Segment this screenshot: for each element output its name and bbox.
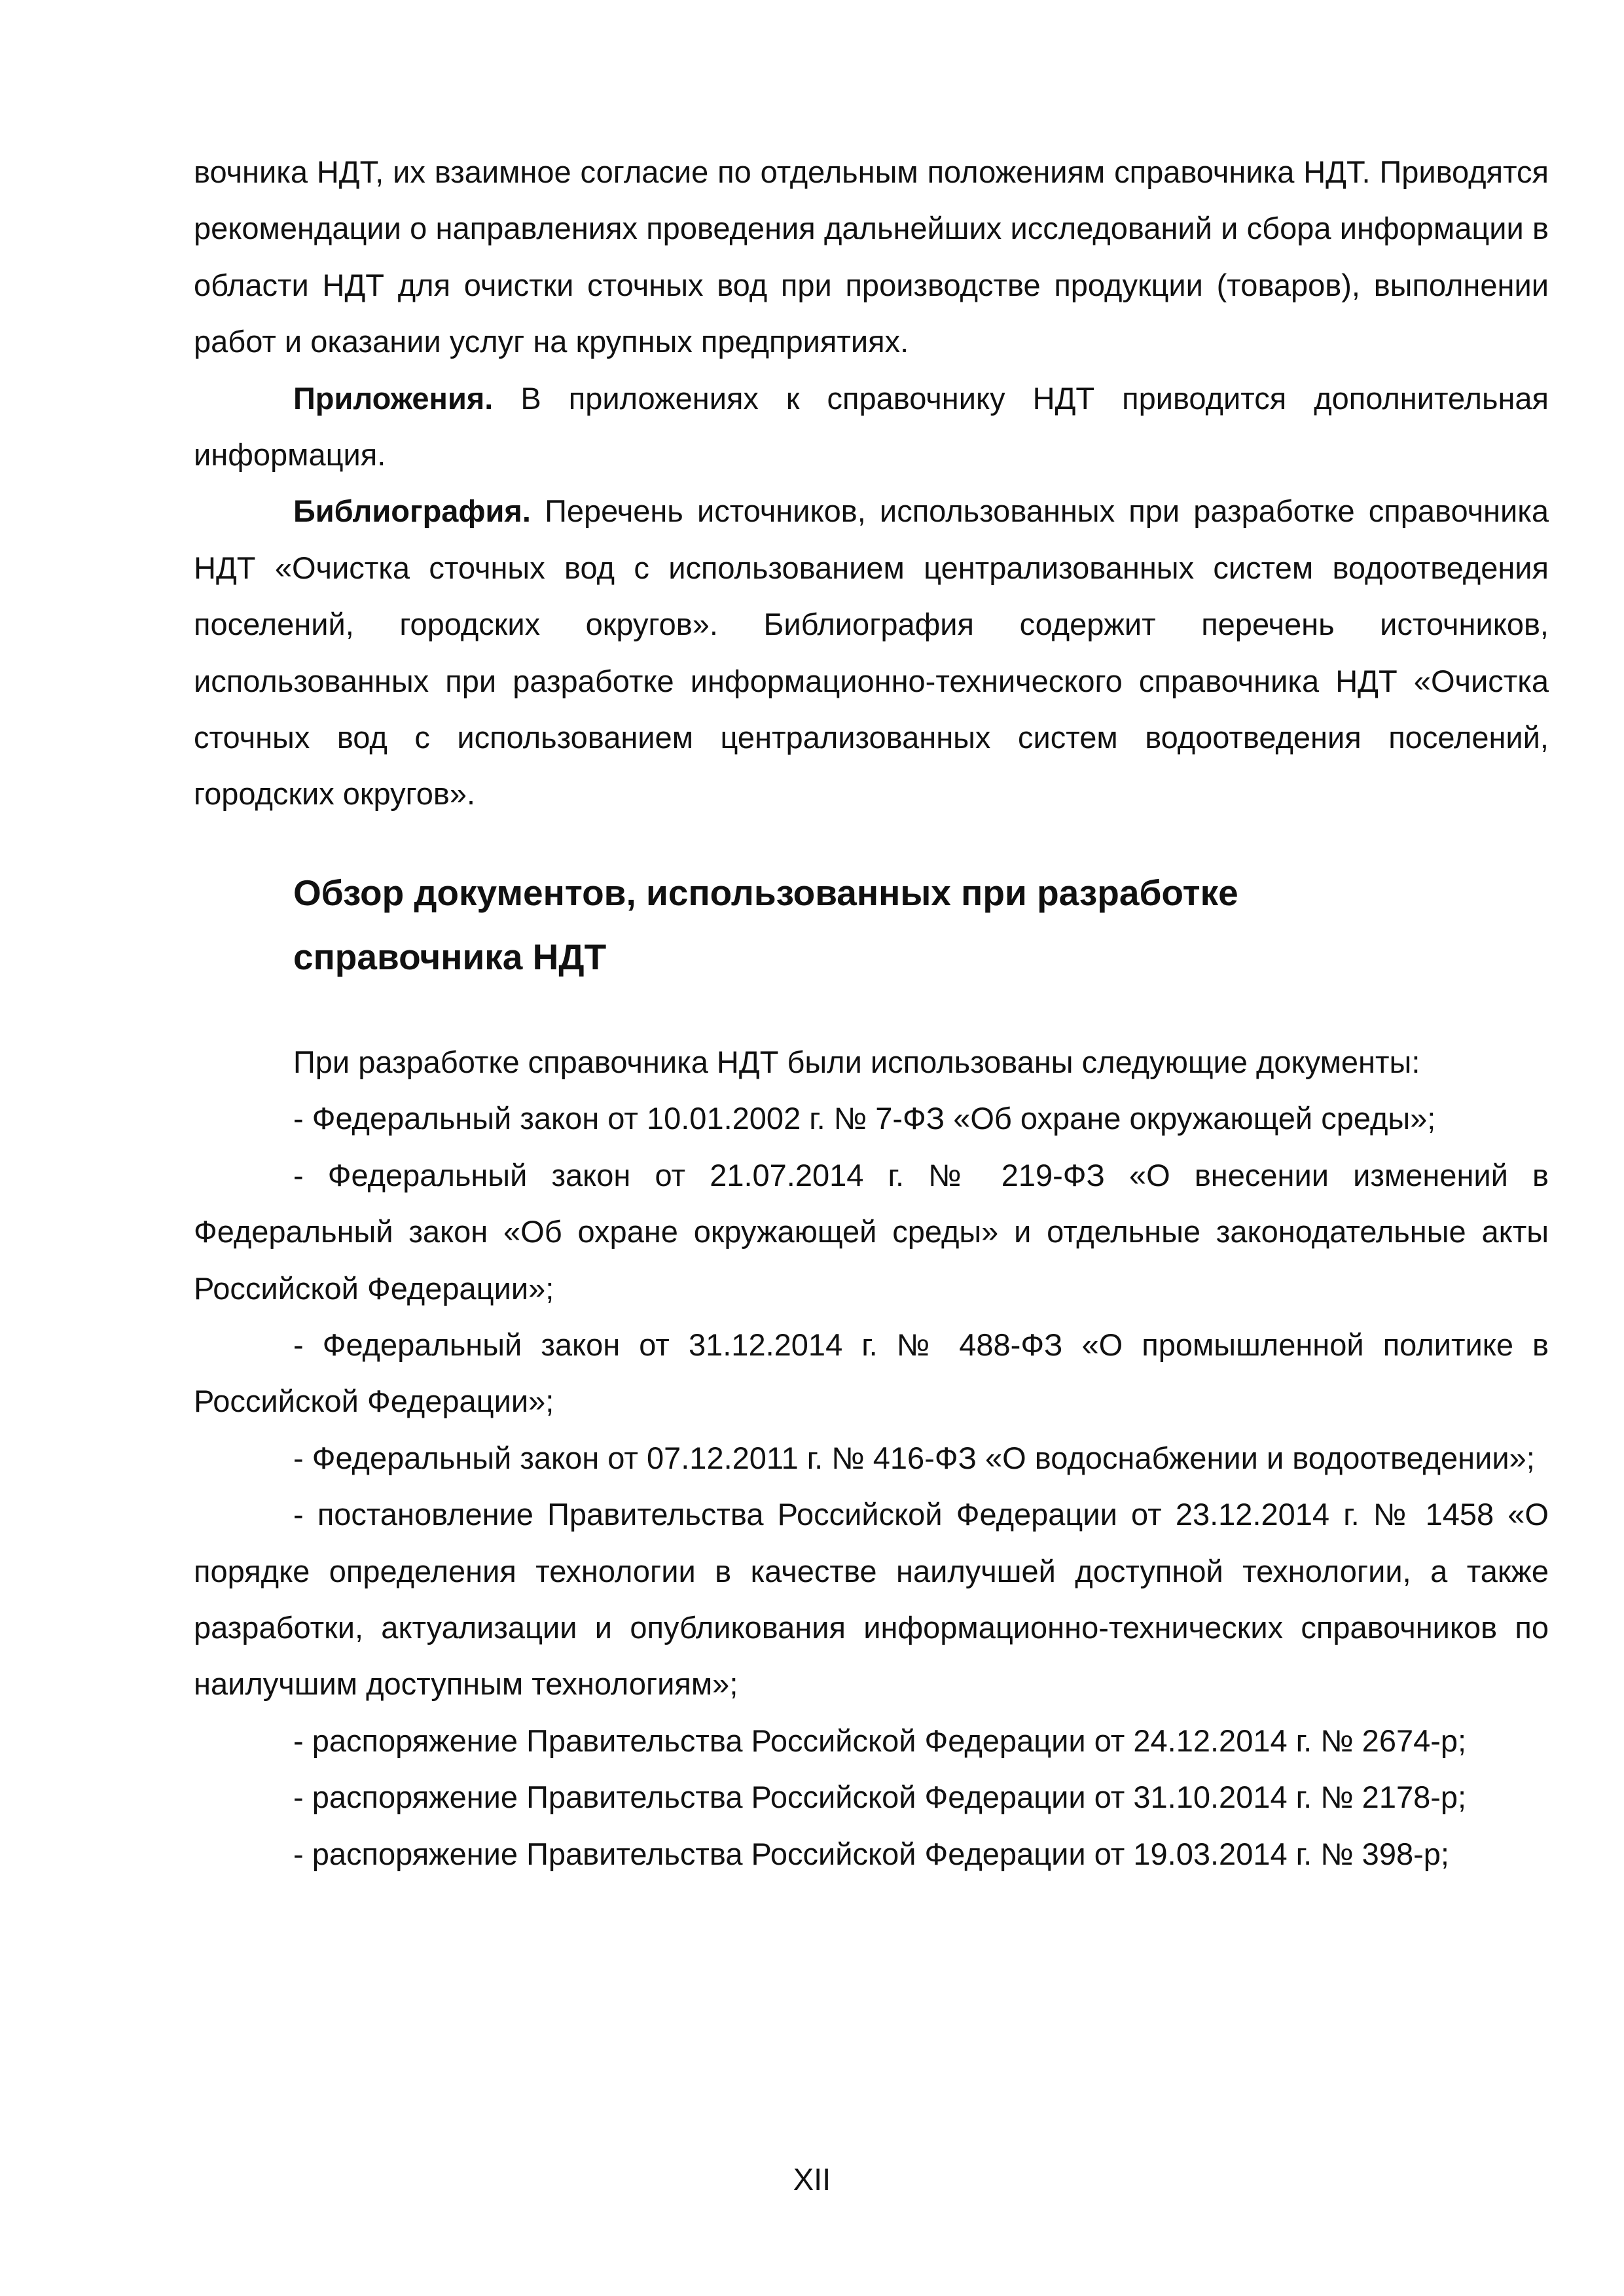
section-heading — [293, 861, 1537, 989]
section-heading-line: Обзор документов, использованных при разработке — [293, 872, 1238, 913]
list-item: - постановление Правительства Российской Федерации от 23.12.2014 г. № 1458 «О порядке определения технологии в качестве наилучшей доступной технологии, а также разработки, актуализации и опубликования информационно-технических справочников по наилучшим доступным технологиям»; — [194, 1497, 1549, 1702]
paragraph-lead: Библиография. — [293, 493, 531, 529]
page-number: XII — [793, 2162, 831, 2197]
list-item: - Федеральный закон от 21.07.2014 г. № 219-ФЗ «О внесении изменений в Федеральный закон «Об охране окружающей среды» и отдельные законодательные акты Российской Федерации»; — [194, 1157, 1549, 1306]
list-item: - распоряжение Правительства Российской Федерации от 31.10.2014 г. № 2178-р; — [293, 1780, 1467, 1815]
paragraph-continuation — [194, 144, 1549, 370]
list-item: - Федеральный закон от 31.12.2014 г. № 488-ФЗ «О промышленной политике в Российской Федерации»; — [194, 1327, 1549, 1419]
paragraph-bibliography — [194, 483, 1549, 822]
documents-list — [194, 1034, 1549, 1882]
list-item: - Федеральный закон от 10.01.2002 г. № 7-ФЗ «Об охране окружающей среды»; — [293, 1101, 1436, 1136]
body-top — [194, 144, 1549, 823]
paragraph-text: В приложениях к справочнику НДТ приводится дополнительная информация. — [194, 380, 1549, 473]
list-item: - распоряжение Правительства Российской Федерации от 24.12.2014 г. № 2674-р; — [293, 1723, 1467, 1758]
section-heading-line: справочника НДТ — [293, 937, 607, 977]
paragraph-lead: Приложения. — [293, 380, 494, 416]
documents-intro: При разработке справочника НДТ были использованы следующие документы: — [293, 1045, 1420, 1079]
paragraph-text: вочника НДТ, их взаимное согласие по отдельным положениям справочника НДТ. Приводятся рекомендации о направлениях проведения дальнейших исследований и сбора информации в области НДТ для очистки сточных вод при производстве продукции (товаров), выполнении работ и оказании услуг на крупных предприятиях. — [194, 154, 1549, 359]
list-item: - распоряжение Правительства Российской Федерации от 19.03.2014 г. № 398-р; — [293, 1836, 1449, 1871]
list-item: - Федеральный закон от 07.12.2011 г. № 416-ФЗ «О водоснабжении и водоотведении»; — [293, 1440, 1535, 1475]
paragraph-appendices — [194, 370, 1549, 484]
paragraph-text: Перечень источников, использованных при разработке справочника НДТ «Очистка сточных вод с использованием централизованных систем водоотведения поселений, городских округов». Библиография содержит перечень источников, использованных при разработке информационно-технического справочника НДТ «Очистка сточных вод с использованием централизованных систем водоотведения поселений, городских округов». — [194, 493, 1549, 812]
